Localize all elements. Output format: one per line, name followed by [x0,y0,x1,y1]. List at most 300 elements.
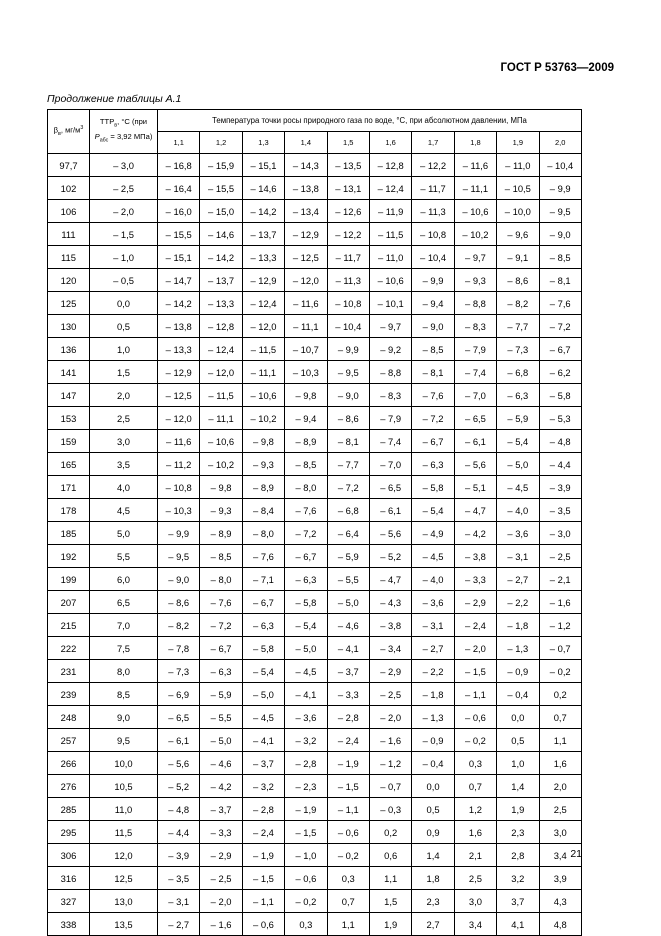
cell-dew-point: 4,1 [497,913,539,936]
cell-dew-point: – 9,8 [285,384,327,407]
cell-dew-point: – 14,2 [200,246,242,269]
cell-dew-point: – 3,4 [369,637,411,660]
cell-ttr: – 2,5 [90,177,158,200]
cell-dew-point: – 1,3 [497,637,539,660]
table-row [48,568,582,591]
cell-dew-point: – 8,3 [369,384,411,407]
cell-dew-point: – 8,9 [285,430,327,453]
cell-dew-point: – 3,7 [327,660,369,683]
cell-dew-point: – 13,7 [242,223,284,246]
cell-dew-point: – 4,8 [158,798,200,821]
cell-dew-point: – 9,9 [327,338,369,361]
cell-dew-point: – 15,5 [158,223,200,246]
table-row [48,499,582,522]
cell-dew-point: – 7,2 [412,407,454,430]
cell-water-content: 178 [48,499,90,522]
cell-dew-point: – 13,3 [158,338,200,361]
cell-dew-point: – 8,1 [539,269,581,292]
cell-dew-point: – 8,4 [242,499,284,522]
table-row [48,890,582,913]
cell-dew-point: – 7,2 [200,614,242,637]
cell-ttr: 12,0 [90,844,158,867]
cell-dew-point: – 5,0 [285,637,327,660]
table-row [48,223,582,246]
cell-dew-point: – 0,2 [454,729,496,752]
cell-dew-point: 2,7 [412,913,454,936]
cell-dew-point: – 4,0 [412,568,454,591]
cell-ttr: – 3,0 [90,154,158,177]
cell-dew-point: – 15,9 [200,154,242,177]
cell-dew-point: – 12,9 [158,361,200,384]
cell-dew-point: – 1,5 [285,821,327,844]
cell-dew-point: – 13,8 [285,177,327,200]
cell-water-content: 115 [48,246,90,269]
cell-dew-point: 2,8 [497,844,539,867]
cell-dew-point: – 12,5 [158,384,200,407]
cell-dew-point: – 9,2 [369,338,411,361]
cell-dew-point: – 10,4 [327,315,369,338]
cell-ttr: 4,0 [90,476,158,499]
cell-dew-point: – 13,8 [158,315,200,338]
cell-water-content: 285 [48,798,90,821]
header-pressure: 1,6 [369,132,411,154]
cell-dew-point: – 2,7 [412,637,454,660]
cell-dew-point: – 9,7 [369,315,411,338]
cell-dew-point: – 7,3 [158,660,200,683]
cell-dew-point: – 0,9 [497,660,539,683]
cell-dew-point: – 3,2 [285,729,327,752]
table-row [48,315,582,338]
table-row [48,913,582,936]
cell-dew-point: – 2,5 [539,545,581,568]
cell-ttr: – 1,0 [90,246,158,269]
cell-ttr: 7,5 [90,637,158,660]
cell-dew-point: – 9,5 [327,361,369,384]
cell-water-content: 222 [48,637,90,660]
cell-ttr: 5,5 [90,545,158,568]
cell-dew-point: – 1,3 [412,706,454,729]
cell-dew-point: – 9,0 [327,384,369,407]
cell-dew-point: – 2,9 [200,844,242,867]
cell-dew-point: – 2,8 [285,752,327,775]
cell-dew-point: – 2,4 [242,821,284,844]
cell-dew-point: – 0,6 [327,821,369,844]
cell-dew-point: – 2,2 [497,591,539,614]
cell-dew-point: – 11,5 [369,223,411,246]
dew-point-table [47,109,582,936]
cell-water-content: 257 [48,729,90,752]
cell-dew-point: – 9,9 [158,522,200,545]
cell-dew-point: – 5,9 [327,545,369,568]
cell-dew-point: – 2,5 [200,867,242,890]
table-row [48,154,582,177]
header-pressure: 1,8 [454,132,496,154]
cell-ttr: – 1,5 [90,223,158,246]
cell-ttr: 13,0 [90,890,158,913]
cell-dew-point: – 5,6 [454,453,496,476]
cell-dew-point: 2,3 [497,821,539,844]
cell-dew-point: 1,4 [412,844,454,867]
cell-dew-point: 2,5 [454,867,496,890]
cell-dew-point: – 2,4 [454,614,496,637]
cell-water-content: 97,7 [48,154,90,177]
cell-dew-point: 1,9 [497,798,539,821]
cell-dew-point: 1,6 [454,821,496,844]
cell-dew-point: – 8,8 [454,292,496,315]
cell-dew-point: – 9,4 [412,292,454,315]
table-row [48,246,582,269]
cell-dew-point: – 5,0 [497,453,539,476]
cell-dew-point: – 3,8 [369,614,411,637]
cell-dew-point: – 6,3 [242,614,284,637]
cell-water-content: 316 [48,867,90,890]
cell-dew-point: – 8,5 [412,338,454,361]
cell-dew-point: – 14,6 [242,177,284,200]
cell-dew-point: – 2,8 [327,706,369,729]
cell-dew-point: 0,7 [327,890,369,913]
cell-dew-point: – 10,8 [327,292,369,315]
cell-dew-point: 3,9 [539,867,581,890]
cell-dew-point: – 2,8 [242,798,284,821]
cell-dew-point: – 11,6 [454,154,496,177]
cell-dew-point: – 4,2 [454,522,496,545]
cell-dew-point: 0,5 [412,798,454,821]
cell-dew-point: – 7,6 [285,499,327,522]
cell-ttr: 11,0 [90,798,158,821]
cell-ttr: – 2,0 [90,200,158,223]
header-ttr: $ТТР_в$, °С (при $P_{абс} = 3,92$ МПа) [90,110,158,154]
cell-dew-point: – 3,1 [412,614,454,637]
cell-dew-point: 3,7 [497,890,539,913]
cell-dew-point: – 8,8 [369,361,411,384]
header-dew-point-title: Температура точки росы природного газа по воде, °С, при абсолютном давлении, МПа [158,110,582,132]
cell-water-content: 276 [48,775,90,798]
cell-dew-point: – 16,4 [158,177,200,200]
cell-dew-point: – 4,9 [412,522,454,545]
cell-dew-point: – 9,5 [158,545,200,568]
cell-dew-point: – 11,5 [200,384,242,407]
cell-dew-point: 2,5 [539,798,581,821]
cell-dew-point: – 4,0 [497,499,539,522]
cell-dew-point: – 14,2 [242,200,284,223]
cell-dew-point: – 10,6 [200,430,242,453]
cell-ttr: 3,5 [90,453,158,476]
cell-dew-point: – 12,0 [158,407,200,430]
cell-dew-point: – 5,9 [200,683,242,706]
cell-ttr: 0,0 [90,292,158,315]
header-pressure: 1,7 [412,132,454,154]
cell-water-content: 266 [48,752,90,775]
cell-dew-point: – 6,3 [285,568,327,591]
cell-water-content: 327 [48,890,90,913]
cell-dew-point: – 4,1 [327,637,369,660]
cell-water-content: 147 [48,384,90,407]
cell-dew-point: – 3,8 [454,545,496,568]
cell-dew-point: – 5,0 [200,729,242,752]
cell-ttr: 5,0 [90,522,158,545]
cell-dew-point: – 4,5 [285,660,327,683]
cell-dew-point: – 8,1 [412,361,454,384]
cell-dew-point: – 12,5 [285,246,327,269]
table-row [48,867,582,890]
cell-dew-point: – 4,5 [412,545,454,568]
cell-dew-point: – 3,3 [327,683,369,706]
cell-dew-point: – 16,8 [158,154,200,177]
cell-dew-point: – 7,0 [369,453,411,476]
cell-dew-point: – 4,7 [454,499,496,522]
cell-ttr: 3,0 [90,430,158,453]
table-row [48,775,582,798]
cell-ttr: 4,5 [90,499,158,522]
cell-dew-point: – 4,7 [369,568,411,591]
cell-dew-point: – 2,7 [497,568,539,591]
table-row [48,269,582,292]
cell-dew-point: – 6,5 [369,476,411,499]
cell-dew-point: – 10,7 [285,338,327,361]
cell-dew-point: – 5,8 [242,637,284,660]
cell-dew-point: – 15,1 [242,154,284,177]
cell-ttr: 10,5 [90,775,158,798]
cell-water-content: 171 [48,476,90,499]
cell-dew-point: – 2,0 [369,706,411,729]
cell-dew-point: – 6,5 [158,706,200,729]
cell-dew-point: – 5,4 [412,499,454,522]
cell-dew-point: 2,0 [539,775,581,798]
cell-dew-point: – 4,5 [242,706,284,729]
cell-dew-point: – 3,9 [158,844,200,867]
cell-dew-point: – 1,8 [497,614,539,637]
cell-dew-point: – 7,4 [454,361,496,384]
cell-dew-point: – 6,7 [285,545,327,568]
cell-dew-point: – 5,1 [454,476,496,499]
cell-dew-point: – 10,2 [242,407,284,430]
cell-dew-point: – 7,7 [327,453,369,476]
cell-water-content: 120 [48,269,90,292]
cell-dew-point: – 12,4 [242,292,284,315]
cell-dew-point: – 12,4 [200,338,242,361]
cell-water-content: 136 [48,338,90,361]
cell-dew-point: 3,2 [497,867,539,890]
cell-dew-point: – 1,5 [454,660,496,683]
header-pressure: 2,0 [539,132,581,154]
cell-dew-point: – 3,3 [454,568,496,591]
cell-dew-point: – 9,0 [412,315,454,338]
cell-dew-point: – 3,7 [242,752,284,775]
cell-dew-point: – 1,6 [539,591,581,614]
cell-dew-point: – 12,6 [327,200,369,223]
cell-dew-point: – 12,8 [369,154,411,177]
cell-dew-point: – 5,6 [369,522,411,545]
cell-dew-point: – 7,4 [369,430,411,453]
cell-dew-point: – 9,3 [242,453,284,476]
cell-dew-point: – 13,3 [200,292,242,315]
cell-dew-point: – 1,5 [327,775,369,798]
cell-water-content: 306 [48,844,90,867]
cell-water-content: 165 [48,453,90,476]
cell-dew-point: 1,5 [369,890,411,913]
cell-dew-point: – 4,3 [369,591,411,614]
table-row [48,407,582,430]
cell-water-content: 153 [48,407,90,430]
cell-dew-point: – 14,3 [285,154,327,177]
cell-dew-point: – 3,3 [200,821,242,844]
table-row [48,591,582,614]
cell-dew-point: – 4,2 [200,775,242,798]
cell-dew-point: – 11,1 [200,407,242,430]
cell-ttr: 2,0 [90,384,158,407]
cell-dew-point: 0,3 [454,752,496,775]
cell-dew-point: – 10,1 [369,292,411,315]
cell-dew-point: – 9,5 [539,200,581,223]
cell-dew-point: – 15,0 [200,200,242,223]
cell-dew-point: – 2,3 [285,775,327,798]
table-caption: Продолжение таблицы А.1 [47,93,182,105]
cell-dew-point: – 1,2 [369,752,411,775]
cell-dew-point: – 12,2 [412,154,454,177]
table-row [48,361,582,384]
table-row [48,614,582,637]
cell-dew-point: – 1,1 [242,890,284,913]
cell-dew-point: – 11,0 [497,154,539,177]
cell-ttr: 2,5 [90,407,158,430]
cell-dew-point: – 0,4 [497,683,539,706]
cell-ttr: 1,0 [90,338,158,361]
cell-dew-point: – 7,7 [497,315,539,338]
cell-dew-point: – 3,1 [497,545,539,568]
cell-ttr: 8,5 [90,683,158,706]
cell-dew-point: – 10,4 [412,246,454,269]
cell-dew-point: – 1,1 [454,683,496,706]
cell-dew-point: – 1,2 [539,614,581,637]
cell-dew-point: – 5,3 [539,407,581,430]
cell-dew-point: – 9,7 [454,246,496,269]
cell-dew-point: – 3,1 [158,890,200,913]
cell-dew-point: 1,4 [497,775,539,798]
cell-dew-point: – 12,0 [242,315,284,338]
cell-dew-point: – 9,0 [539,223,581,246]
cell-dew-point: – 4,8 [539,430,581,453]
cell-dew-point: – 4,6 [327,614,369,637]
cell-water-content: 199 [48,568,90,591]
cell-water-content: 215 [48,614,90,637]
cell-dew-point: – 13,1 [327,177,369,200]
cell-dew-point: – 2,4 [327,729,369,752]
cell-dew-point: – 8,0 [285,476,327,499]
table-row [48,729,582,752]
cell-dew-point: – 9,8 [242,430,284,453]
cell-water-content: 231 [48,660,90,683]
cell-dew-point: – 5,8 [285,591,327,614]
cell-dew-point: – 2,0 [200,890,242,913]
cell-dew-point: 4,8 [539,913,581,936]
cell-dew-point: – 2,0 [454,637,496,660]
cell-dew-point: – 0,9 [412,729,454,752]
cell-dew-point: – 1,0 [285,844,327,867]
cell-dew-point: – 8,2 [158,614,200,637]
cell-dew-point: 2,1 [454,844,496,867]
cell-dew-point: 0,7 [539,706,581,729]
cell-dew-point: – 9,3 [200,499,242,522]
cell-water-content: 338 [48,913,90,936]
cell-dew-point: – 6,7 [412,430,454,453]
document-code: ГОСТ Р 53763—2009 [500,62,614,74]
cell-dew-point: – 6,8 [327,499,369,522]
cell-dew-point: – 7,3 [497,338,539,361]
cell-dew-point: – 12,0 [200,361,242,384]
cell-dew-point: – 12,8 [200,315,242,338]
cell-dew-point: 0,9 [412,821,454,844]
cell-dew-point: – 11,9 [369,200,411,223]
table-row [48,752,582,775]
cell-ttr: 10,0 [90,752,158,775]
cell-dew-point: – 8,1 [327,430,369,453]
cell-water-content: 159 [48,430,90,453]
cell-dew-point: – 8,5 [200,545,242,568]
cell-dew-point: – 1,9 [327,752,369,775]
cell-water-content: 248 [48,706,90,729]
cell-dew-point: – 1,6 [200,913,242,936]
cell-dew-point: – 12,2 [327,223,369,246]
cell-dew-point: – 5,9 [497,407,539,430]
header-pressure: 1,2 [200,132,242,154]
cell-dew-point: – 4,6 [200,752,242,775]
cell-dew-point: – 6,3 [200,660,242,683]
cell-dew-point: – 8,5 [539,246,581,269]
cell-dew-point: – 9,4 [285,407,327,430]
cell-dew-point: 3,0 [454,890,496,913]
cell-dew-point: – 7,6 [412,384,454,407]
cell-dew-point: – 11,3 [327,269,369,292]
cell-water-content: 185 [48,522,90,545]
cell-dew-point: 0,5 [497,729,539,752]
cell-dew-point: – 11,7 [327,246,369,269]
cell-dew-point: – 8,0 [242,522,284,545]
cell-dew-point: – 8,6 [327,407,369,430]
cell-dew-point: 0,2 [369,821,411,844]
cell-dew-point: – 6,3 [412,453,454,476]
table-row [48,637,582,660]
cell-dew-point: – 2,9 [369,660,411,683]
cell-dew-point: – 8,0 [200,568,242,591]
cell-dew-point: – 3,6 [412,591,454,614]
cell-dew-point: – 10,2 [454,223,496,246]
cell-dew-point: – 6,1 [158,729,200,752]
cell-ttr: 7,0 [90,614,158,637]
header-pressure: 1,4 [285,132,327,154]
cell-dew-point: – 6,5 [454,407,496,430]
cell-dew-point: – 10,6 [369,269,411,292]
cell-dew-point: – 8,2 [497,292,539,315]
cell-dew-point: – 14,7 [158,269,200,292]
cell-dew-point: – 4,1 [285,683,327,706]
cell-dew-point: 0,0 [497,706,539,729]
cell-dew-point: 0,3 [285,913,327,936]
cell-water-content: 106 [48,200,90,223]
cell-dew-point: 1,9 [369,913,411,936]
cell-dew-point: – 11,1 [285,315,327,338]
cell-dew-point: 3,4 [539,844,581,867]
header-pressure: 1,1 [158,132,200,154]
table-row [48,706,582,729]
cell-dew-point: – 3,7 [200,798,242,821]
cell-dew-point: – 5,0 [327,591,369,614]
cell-water-content: 207 [48,591,90,614]
cell-dew-point: – 5,4 [285,614,327,637]
cell-dew-point: – 2,2 [412,660,454,683]
cell-dew-point: – 14,2 [158,292,200,315]
cell-dew-point: – 7,6 [539,292,581,315]
cell-dew-point: – 0,7 [369,775,411,798]
